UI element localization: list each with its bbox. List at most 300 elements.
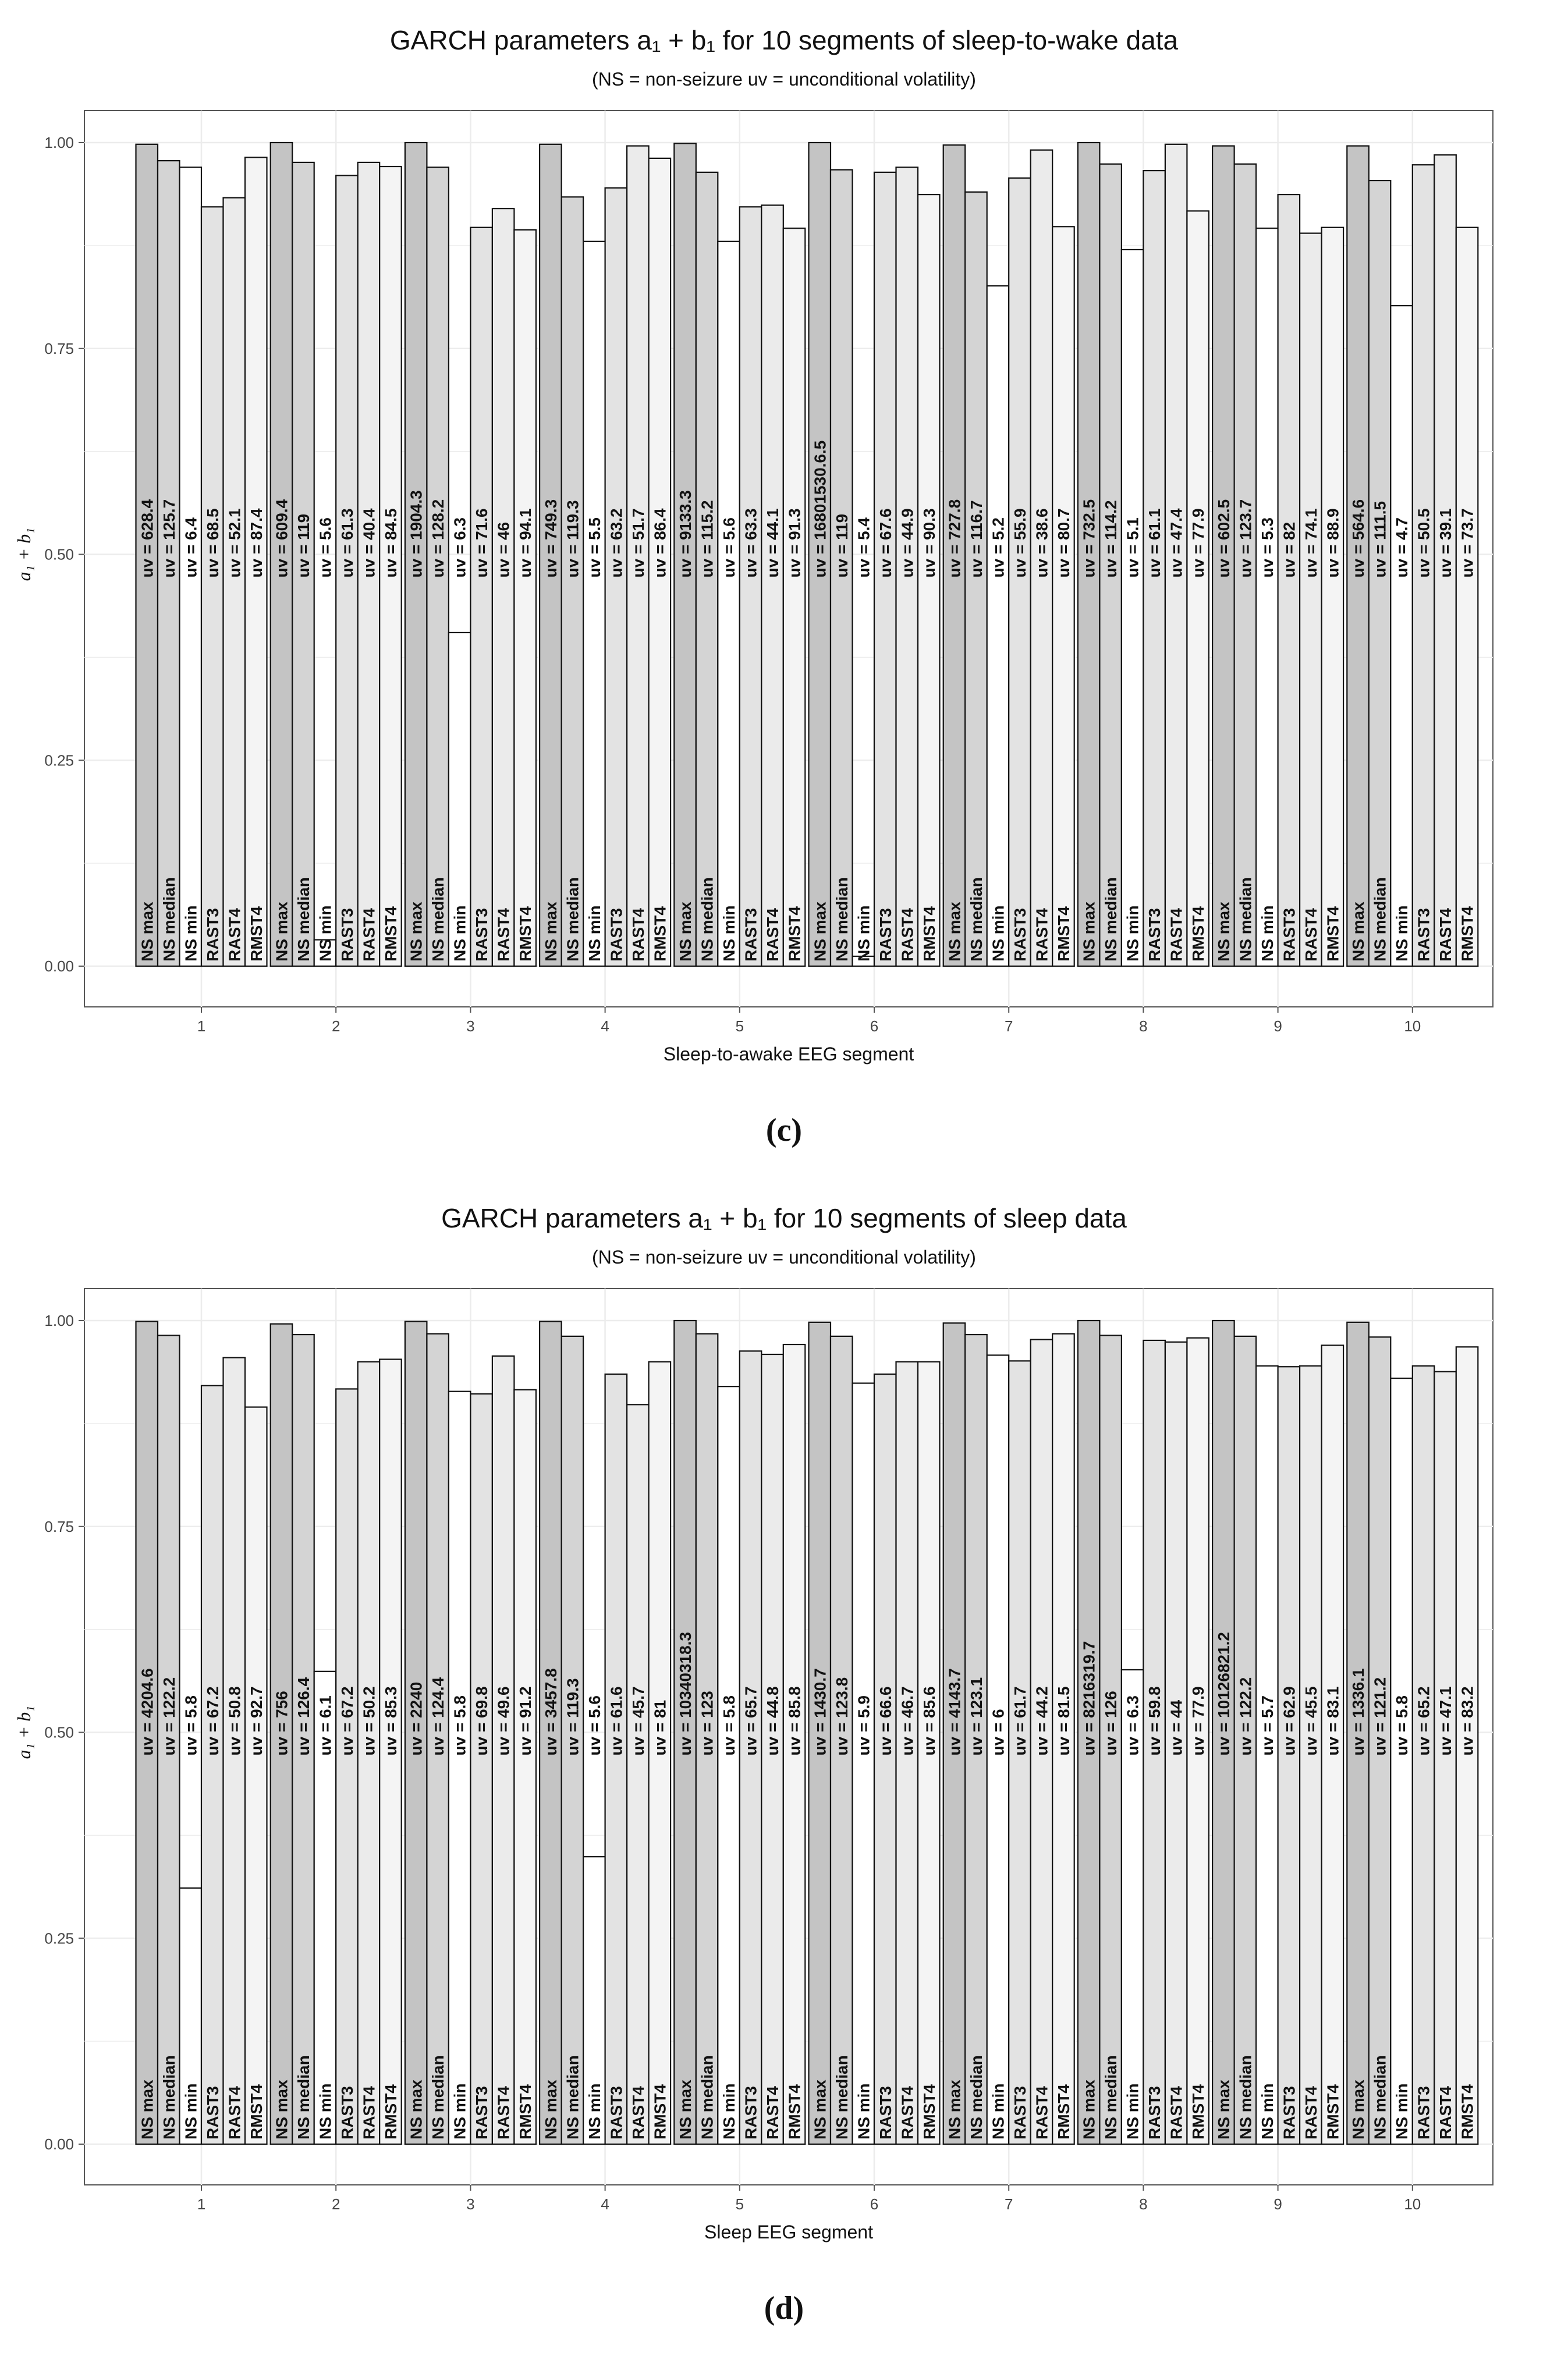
bar-uv-label: uv = 65.7 bbox=[742, 1686, 760, 1756]
bar-uv-label: uv = 732.5 bbox=[1080, 499, 1098, 578]
bar-series-label: NS min bbox=[450, 905, 469, 961]
x-tick-label: 7 bbox=[1004, 1017, 1013, 1035]
bar-uv-label: uv = 59.8 bbox=[1145, 1686, 1164, 1756]
bar-series-label: NS median bbox=[1371, 877, 1389, 961]
bar-uv-label: uv = 61.6 bbox=[607, 1686, 626, 1756]
bar bbox=[583, 242, 605, 966]
bar-series-label: RAST3 bbox=[1010, 908, 1029, 961]
bar-series-label: NS max bbox=[811, 2080, 829, 2139]
x-axis-label: Sleep EEG segment bbox=[704, 2222, 873, 2243]
y-tick-label: 0.00 bbox=[44, 2135, 74, 2153]
bar-uv-label: uv = 602.5 bbox=[1214, 499, 1233, 578]
bar-uv-label: uv = 5.4 bbox=[854, 517, 873, 578]
bar-series-label: RAST4 bbox=[1301, 2086, 1320, 2139]
bar bbox=[1278, 194, 1300, 966]
bar-uv-label: uv = 4143.7 bbox=[945, 1668, 964, 1756]
bar-uv-label: uv = 122.2 bbox=[159, 1677, 178, 1756]
bar-series-label: RMST4 bbox=[1054, 2084, 1073, 2139]
bar bbox=[1434, 1372, 1456, 2144]
x-tick-label: 5 bbox=[735, 1017, 744, 1035]
bar bbox=[201, 207, 224, 966]
bar-uv-label: uv = 5.8 bbox=[1393, 1695, 1411, 1756]
bar-uv-label: uv = 47.4 bbox=[1167, 508, 1186, 578]
bar-uv-label: uv = 6.3 bbox=[450, 517, 469, 578]
bar-series-label: RAST4 bbox=[1033, 908, 1051, 961]
bar-series-label: NS max bbox=[945, 902, 964, 961]
bar-uv-label: uv = 111.5 bbox=[1371, 501, 1389, 578]
bar-uv-label: uv = 71.6 bbox=[473, 508, 491, 578]
bar bbox=[1256, 228, 1278, 966]
bar-series-label: NS max bbox=[407, 2080, 425, 2139]
bar-series-label: RMST4 bbox=[1054, 906, 1073, 961]
y-tick-label: 0.75 bbox=[44, 1517, 74, 1535]
bar-series-label: NS median bbox=[563, 877, 582, 961]
bar bbox=[853, 1383, 875, 2144]
bar-series-label: RAST4 bbox=[494, 2086, 513, 2139]
bar-uv-label: uv = 85.8 bbox=[785, 1686, 804, 1756]
x-tick-label: 4 bbox=[601, 1017, 609, 1035]
bar-series-label: RAST3 bbox=[1280, 2086, 1299, 2139]
bar-series-label: RMST4 bbox=[381, 2084, 400, 2139]
bar-uv-label: uv = 121.2 bbox=[1371, 1677, 1389, 1756]
bar-series-label: RAST3 bbox=[1145, 908, 1164, 961]
bar-series-label: NS min bbox=[1393, 2083, 1411, 2139]
bar-uv-label: uv = 727.8 bbox=[945, 499, 964, 578]
bar bbox=[874, 1374, 896, 2144]
bar-series-label: NS max bbox=[1349, 902, 1368, 961]
bar-uv-label: uv = 83.1 bbox=[1324, 1686, 1342, 1756]
panel-label-c: (c) bbox=[765, 1112, 803, 1148]
bar-series-label: NS min bbox=[720, 2083, 739, 2139]
bar-series-label: NS max bbox=[1214, 902, 1233, 961]
bar-series-label: NS max bbox=[1080, 902, 1098, 961]
bar bbox=[470, 228, 492, 966]
bar bbox=[514, 230, 536, 966]
bar-series-label: RMST4 bbox=[651, 906, 669, 961]
bar-uv-label: uv = 119 bbox=[294, 513, 313, 578]
x-tick-label: 7 bbox=[1004, 2195, 1013, 2213]
bar-series-label: RAST4 bbox=[898, 908, 917, 961]
bar-series-label: RAST4 bbox=[629, 2086, 647, 2139]
y-tick-label: 0.25 bbox=[44, 751, 74, 769]
bar-series-label: NS min bbox=[450, 2083, 469, 2139]
bar-uv-label: uv = 67.2 bbox=[203, 1686, 222, 1756]
bar bbox=[783, 228, 806, 966]
x-tick-label: 2 bbox=[331, 2195, 340, 2213]
x-tick-label: 10 bbox=[1404, 2195, 1421, 2213]
bar-uv-label: uv = 126.4 bbox=[294, 1677, 313, 1756]
bar-uv-label: uv = 756 bbox=[272, 1691, 291, 1756]
bar-uv-label: uv = 123.7 bbox=[1236, 499, 1255, 578]
bar-uv-label: uv = 47.1 bbox=[1436, 1686, 1455, 1756]
bar bbox=[1390, 306, 1413, 966]
bar-series-label: RAST3 bbox=[473, 908, 491, 961]
bar-uv-label: uv = 6 bbox=[989, 1709, 1008, 1756]
x-tick-label: 3 bbox=[466, 1017, 475, 1035]
bar-uv-label: uv = 45.5 bbox=[1301, 1686, 1320, 1756]
bar-series-label: NS min bbox=[1258, 905, 1276, 961]
bar-uv-label: uv = 69.8 bbox=[473, 1686, 491, 1756]
bar-series-label: RMST4 bbox=[1189, 906, 1208, 961]
bar-uv-label: uv = 123 bbox=[698, 1691, 716, 1756]
bar-uv-label: uv = 5.8 bbox=[182, 1695, 200, 1756]
bar-series-label: RAST4 bbox=[764, 908, 782, 961]
bar-series-label: RAST4 bbox=[360, 908, 378, 961]
bar-series-label: RAST4 bbox=[1436, 2086, 1455, 2139]
bar-uv-label: uv = 88.9 bbox=[1324, 508, 1342, 578]
bar-uv-label: uv = 115.2 bbox=[698, 500, 716, 578]
bar-series-label: NS min bbox=[585, 905, 604, 961]
bar-series-label: NS max bbox=[138, 2080, 157, 2139]
bar-uv-label: uv = 2240 bbox=[407, 1681, 425, 1756]
bar bbox=[562, 197, 584, 966]
bar-series-label: NS min bbox=[1393, 905, 1411, 961]
bar-series-label: NS median bbox=[429, 877, 448, 961]
bar-series-label: RAST4 bbox=[898, 2086, 917, 2139]
bar-uv-label: uv = 128.2 bbox=[429, 499, 448, 578]
bar-uv-label: uv = 124.4 bbox=[429, 1677, 448, 1756]
bar-uv-label: uv = 45.7 bbox=[629, 1686, 647, 1756]
bar-uv-label: uv = 38.6 bbox=[1033, 508, 1051, 578]
bar-uv-label: uv = 61.1 bbox=[1145, 508, 1164, 578]
bar-series-label: RAST4 bbox=[1436, 908, 1455, 961]
bar-series-label: RMST4 bbox=[1189, 2084, 1208, 2139]
bar-uv-label: uv = 82 bbox=[1280, 521, 1299, 578]
bar-series-label: RAST3 bbox=[742, 2086, 760, 2139]
bar-uv-label: uv = 84.5 bbox=[381, 508, 400, 578]
bar-series-label: RAST3 bbox=[742, 908, 760, 961]
bar-uv-label: uv = 122.2 bbox=[1236, 1677, 1255, 1756]
x-tick-label: 1 bbox=[197, 1017, 206, 1035]
bar bbox=[1322, 228, 1344, 966]
y-axis-label: a₁ + b₁ bbox=[13, 527, 34, 581]
bar-uv-label: uv = 3457.8 bbox=[541, 1668, 560, 1756]
bar-series-label: NS min bbox=[316, 905, 335, 961]
bar-uv-label: uv = 91.2 bbox=[516, 1686, 535, 1756]
bar-uv-label: uv = 62.9 bbox=[1280, 1686, 1299, 1756]
x-tick-label: 4 bbox=[601, 2195, 609, 2213]
bar-series-label: RAST4 bbox=[225, 908, 244, 961]
x-tick-label: 6 bbox=[870, 2195, 879, 2213]
bar bbox=[987, 286, 1009, 966]
bar-series-label: RAST3 bbox=[473, 2086, 491, 2139]
bar-uv-label: uv = 80.7 bbox=[1054, 508, 1073, 578]
x-tick-label: 2 bbox=[331, 1017, 340, 1035]
bar-uv-label: uv = 5.6 bbox=[316, 517, 335, 578]
bar-uv-label: uv = 68.5 bbox=[203, 508, 222, 578]
bar-uv-label: uv = 50.8 bbox=[225, 1686, 244, 1756]
bar-uv-label: uv = 81 bbox=[651, 1699, 669, 1756]
bar bbox=[201, 1386, 224, 2144]
bar-series-label: NS median bbox=[563, 2055, 582, 2139]
bar-uv-label: uv = 67.6 bbox=[876, 508, 895, 578]
bar-uv-label: uv = 5.3 bbox=[1258, 517, 1276, 578]
bar-series-label: NS median bbox=[159, 2055, 178, 2139]
bar-series-label: NS min bbox=[989, 905, 1008, 961]
bar bbox=[1300, 233, 1322, 966]
bar-uv-label: uv = 5.1 bbox=[1123, 517, 1142, 578]
bar-series-label: RMST4 bbox=[516, 2084, 535, 2139]
bar-series-label: NS max bbox=[272, 902, 291, 961]
bar-series-label: RAST3 bbox=[607, 2086, 626, 2139]
chart-subtitle: (NS = non-seizure uv = unconditional volatility) bbox=[592, 1247, 976, 1268]
bar-series-label: NS min bbox=[1123, 2083, 1142, 2139]
bar-uv-label: uv = 66.6 bbox=[876, 1686, 895, 1756]
bar-uv-label: uv = 5.5 bbox=[585, 517, 604, 578]
bar-series-label: NS max bbox=[676, 2080, 695, 2139]
bar-series-label: RMST4 bbox=[785, 906, 804, 961]
bar-uv-label: uv = 86.4 bbox=[651, 508, 669, 578]
bar-uv-label: uv = 125.7 bbox=[159, 499, 178, 578]
bar-uv-label: uv = 4204.6 bbox=[138, 1668, 157, 1756]
x-tick-label: 8 bbox=[1139, 1017, 1148, 1035]
x-tick-label: 1 bbox=[197, 2195, 206, 2213]
bar-uv-label: uv = 85.6 bbox=[920, 1686, 938, 1756]
bar-series-label: RMST4 bbox=[247, 2084, 265, 2139]
bar-uv-label: uv = 90.3 bbox=[920, 508, 938, 578]
bar-series-label: RAST4 bbox=[225, 2086, 244, 2139]
bar-uv-label: uv = 116.7 bbox=[967, 500, 985, 578]
bar-series-label: NS median bbox=[1236, 877, 1255, 961]
bar-series-label: NS max bbox=[1349, 2080, 1368, 2139]
bar-series-label: RMST4 bbox=[1324, 906, 1342, 961]
bar bbox=[1122, 250, 1144, 966]
bar-uv-label: uv = 5.2 bbox=[989, 517, 1008, 578]
bar-series-label: RMST4 bbox=[651, 2084, 669, 2139]
bar-uv-label: uv = 123.1 bbox=[967, 1677, 985, 1756]
x-tick-label: 10 bbox=[1404, 1017, 1421, 1035]
bar-uv-label: uv = 6.1 bbox=[316, 1695, 335, 1756]
bar-uv-label: uv = 55.9 bbox=[1010, 508, 1029, 578]
bar bbox=[718, 1386, 740, 2144]
bar-uv-label: uv = 5.6 bbox=[720, 517, 739, 578]
bar bbox=[627, 1404, 649, 2144]
y-tick-label: 0.50 bbox=[44, 1723, 74, 1741]
y-tick-label: 1.00 bbox=[44, 1312, 74, 1329]
bar-series-label: NS min bbox=[989, 2083, 1008, 2139]
bar-series-label: NS median bbox=[1236, 2055, 1255, 2139]
bar-uv-label: uv = 44 bbox=[1167, 1699, 1186, 1756]
y-axis-label: a₁ + b₁ bbox=[13, 1705, 34, 1759]
x-tick-label: 9 bbox=[1273, 2195, 1282, 2213]
bar-series-label: RAST3 bbox=[338, 2086, 356, 2139]
bar bbox=[718, 242, 740, 966]
bar-uv-label: uv = 9133.3 bbox=[676, 490, 695, 578]
bar-series-label: NS median bbox=[1371, 2055, 1389, 2139]
bar bbox=[470, 1394, 492, 2144]
bar-series-label: RAST3 bbox=[876, 2086, 895, 2139]
bar-series-label: NS max bbox=[541, 902, 560, 961]
bar-series-label: NS min bbox=[854, 905, 873, 961]
bar-uv-label: uv = 16801530.6.5 bbox=[811, 440, 829, 578]
bar-uv-label: uv = 1336.1 bbox=[1349, 1668, 1368, 1756]
bar-series-label: NS median bbox=[698, 877, 716, 961]
bar-uv-label: uv = 5.6 bbox=[585, 1695, 604, 1756]
bar-uv-label: uv = 749.3 bbox=[541, 499, 560, 578]
bar bbox=[965, 192, 987, 966]
bar-series-label: NS max bbox=[811, 902, 829, 961]
bar-uv-label: uv = 63.2 bbox=[607, 508, 626, 578]
bar-uv-label: uv = 50.5 bbox=[1414, 508, 1433, 578]
bar-series-label: NS max bbox=[1080, 2080, 1098, 2139]
bar-series-label: NS min bbox=[720, 905, 739, 961]
chart-panel-d bbox=[0, 1178, 1568, 2356]
bar-series-label: RAST4 bbox=[629, 908, 647, 961]
bar-series-label: NS median bbox=[698, 2055, 716, 2139]
bar-series-label: RAST4 bbox=[764, 2086, 782, 2139]
y-tick-label: 0.00 bbox=[44, 957, 74, 975]
bar-uv-label: uv = 44.1 bbox=[764, 508, 782, 578]
bar-uv-label: uv = 73.7 bbox=[1458, 508, 1477, 578]
bar-uv-label: uv = 44.2 bbox=[1033, 1686, 1051, 1756]
bar bbox=[1456, 228, 1478, 966]
bar-uv-label: uv = 10126821.2 bbox=[1214, 1631, 1233, 1756]
chart-title: GARCH parameters a₁ + b₁ for 10 segments of sleep data bbox=[441, 1203, 1127, 1233]
bar-series-label: NS median bbox=[159, 877, 178, 961]
x-tick-label: 3 bbox=[466, 2195, 475, 2213]
bar-uv-label: uv = 119.3 bbox=[563, 500, 582, 578]
bar-uv-label: uv = 50.2 bbox=[360, 1686, 378, 1756]
bar-uv-label: uv = 65.2 bbox=[1414, 1686, 1433, 1756]
bar-series-label: RAST3 bbox=[1414, 908, 1433, 961]
x-tick-label: 9 bbox=[1273, 1017, 1282, 1035]
bar-series-label: NS min bbox=[182, 905, 200, 961]
bar-uv-label: uv = 77.9 bbox=[1189, 508, 1208, 578]
bar-uv-label: uv = 10340318.3 bbox=[676, 1631, 695, 1756]
bar-series-label: NS median bbox=[294, 2055, 313, 2139]
bar-uv-label: uv = 44.8 bbox=[764, 1686, 782, 1756]
bar-uv-label: uv = 77.9 bbox=[1189, 1686, 1208, 1756]
bar-series-label: RMST4 bbox=[920, 906, 938, 961]
bar-series-label: NS median bbox=[1102, 2055, 1120, 2139]
bar-chart-d bbox=[0, 1178, 1568, 2356]
bar-uv-label: uv = 8216319.7 bbox=[1080, 1641, 1098, 1756]
bar-series-label: NS max bbox=[272, 2080, 291, 2139]
bar-uv-label: uv = 126 bbox=[1102, 1691, 1120, 1756]
panel-label-d: (d) bbox=[764, 2290, 804, 2326]
bar-series-label: RAST4 bbox=[1033, 2086, 1051, 2139]
bar-series-label: RAST4 bbox=[1167, 2086, 1186, 2139]
y-tick-label: 1.00 bbox=[44, 134, 74, 151]
bar-series-label: NS min bbox=[1123, 905, 1142, 961]
bar-uv-label: uv = 51.7 bbox=[629, 508, 647, 578]
bar-uv-label: uv = 46.7 bbox=[898, 1686, 917, 1756]
bar bbox=[449, 1392, 471, 2144]
bar-series-label: NS max bbox=[541, 2080, 560, 2139]
bar bbox=[918, 194, 940, 966]
bar-uv-label: uv = 39.1 bbox=[1436, 508, 1455, 578]
bar bbox=[1187, 211, 1208, 966]
bar-uv-label: uv = 114.2 bbox=[1102, 500, 1120, 578]
bar-series-label: NS max bbox=[945, 2080, 964, 2139]
x-tick-label: 8 bbox=[1139, 2195, 1148, 2213]
bar bbox=[245, 1407, 267, 2144]
bar bbox=[336, 1389, 358, 2144]
bar-series-label: NS median bbox=[832, 2055, 851, 2139]
bar-uv-label: uv = 609.4 bbox=[272, 499, 291, 578]
bar-uv-label: uv = 83.2 bbox=[1458, 1686, 1477, 1756]
bar-series-label: RAST3 bbox=[203, 2086, 222, 2139]
bar-series-label: RMST4 bbox=[381, 906, 400, 961]
bar-uv-label: uv = 52.1 bbox=[225, 508, 244, 578]
x-axis-label: Sleep-to-awake EEG segment bbox=[663, 1044, 914, 1065]
bar-series-label: NS median bbox=[832, 877, 851, 961]
y-tick-label: 0.25 bbox=[44, 1929, 74, 1947]
bar-uv-label: uv = 5.8 bbox=[450, 1695, 469, 1756]
bar-series-label: RAST3 bbox=[1145, 2086, 1164, 2139]
bar-series-label: RMST4 bbox=[785, 2084, 804, 2139]
bar-uv-label: uv = 6.3 bbox=[1123, 1695, 1142, 1756]
bar bbox=[224, 198, 246, 966]
y-tick-label: 0.50 bbox=[44, 545, 74, 563]
bar-series-label: RMST4 bbox=[1458, 2084, 1477, 2139]
bar-uv-label: uv = 46 bbox=[494, 521, 513, 578]
bar bbox=[492, 208, 515, 966]
bar-uv-label: uv = 1904.3 bbox=[407, 490, 425, 578]
bar-series-label: NS median bbox=[1102, 877, 1120, 961]
bar-series-label: RMST4 bbox=[1324, 2084, 1342, 2139]
bar-uv-label: uv = 5.8 bbox=[720, 1695, 739, 1756]
bar-uv-label: uv = 123.8 bbox=[832, 1677, 851, 1756]
bar-series-label: RAST3 bbox=[876, 908, 895, 961]
bar-uv-label: uv = 67.2 bbox=[338, 1686, 356, 1756]
bar-series-label: NS min bbox=[585, 2083, 604, 2139]
bar-uv-label: uv = 1430.7 bbox=[811, 1668, 829, 1756]
bar-uv-label: uv = 92.7 bbox=[247, 1686, 265, 1756]
bar-series-label: NS min bbox=[182, 2083, 200, 2139]
bar bbox=[740, 207, 762, 966]
bar-series-label: RAST3 bbox=[1280, 908, 1299, 961]
bar-series-label: RAST3 bbox=[1010, 2086, 1029, 2139]
bar-series-label: NS median bbox=[294, 877, 313, 961]
bar-series-label: RMST4 bbox=[1458, 906, 1477, 961]
bar-series-label: NS median bbox=[967, 877, 985, 961]
bar bbox=[1390, 1378, 1413, 2144]
bar-series-label: NS min bbox=[1258, 2083, 1276, 2139]
bar-uv-label: uv = 91.3 bbox=[785, 508, 804, 578]
bar-series-label: RAST4 bbox=[1301, 908, 1320, 961]
x-tick-label: 6 bbox=[870, 1017, 879, 1035]
bar-series-label: RAST3 bbox=[1414, 2086, 1433, 2139]
bar bbox=[514, 1390, 536, 2144]
bar-series-label: NS max bbox=[1214, 2080, 1233, 2139]
bar-uv-label: uv = 119.3 bbox=[563, 1678, 582, 1756]
bar-series-label: NS median bbox=[429, 2055, 448, 2139]
x-tick-label: 5 bbox=[735, 2195, 744, 2213]
bar-uv-label: uv = 94.1 bbox=[516, 508, 535, 578]
bar-series-label: RMST4 bbox=[920, 2084, 938, 2139]
y-tick-label: 0.75 bbox=[44, 339, 74, 357]
bar-uv-label: uv = 6.4 bbox=[182, 517, 200, 578]
bar-uv-label: uv = 49.6 bbox=[494, 1686, 513, 1756]
bar-uv-label: uv = 61.7 bbox=[1010, 1686, 1029, 1756]
bar-series-label: NS median bbox=[967, 2055, 985, 2139]
bar-uv-label: uv = 119 bbox=[832, 513, 851, 578]
bar-uv-label: uv = 85.3 bbox=[381, 1686, 400, 1756]
bar-series-label: NS max bbox=[138, 902, 157, 961]
bar-series-label: NS max bbox=[676, 902, 695, 961]
chart-title: GARCH parameters a₁ + b₁ for 10 segments of sleep-to-wake data bbox=[389, 25, 1179, 55]
bar-series-label: RAST3 bbox=[203, 908, 222, 961]
bar bbox=[761, 205, 783, 966]
bar-series-label: RAST3 bbox=[607, 908, 626, 961]
bar-uv-label: uv = 44.9 bbox=[898, 508, 917, 578]
bar bbox=[1052, 226, 1074, 966]
bar-series-label: NS max bbox=[407, 902, 425, 961]
bar-uv-label: uv = 564.6 bbox=[1349, 499, 1368, 578]
bar-uv-label: uv = 5.9 bbox=[854, 1695, 873, 1756]
bar-series-label: NS min bbox=[316, 2083, 335, 2139]
